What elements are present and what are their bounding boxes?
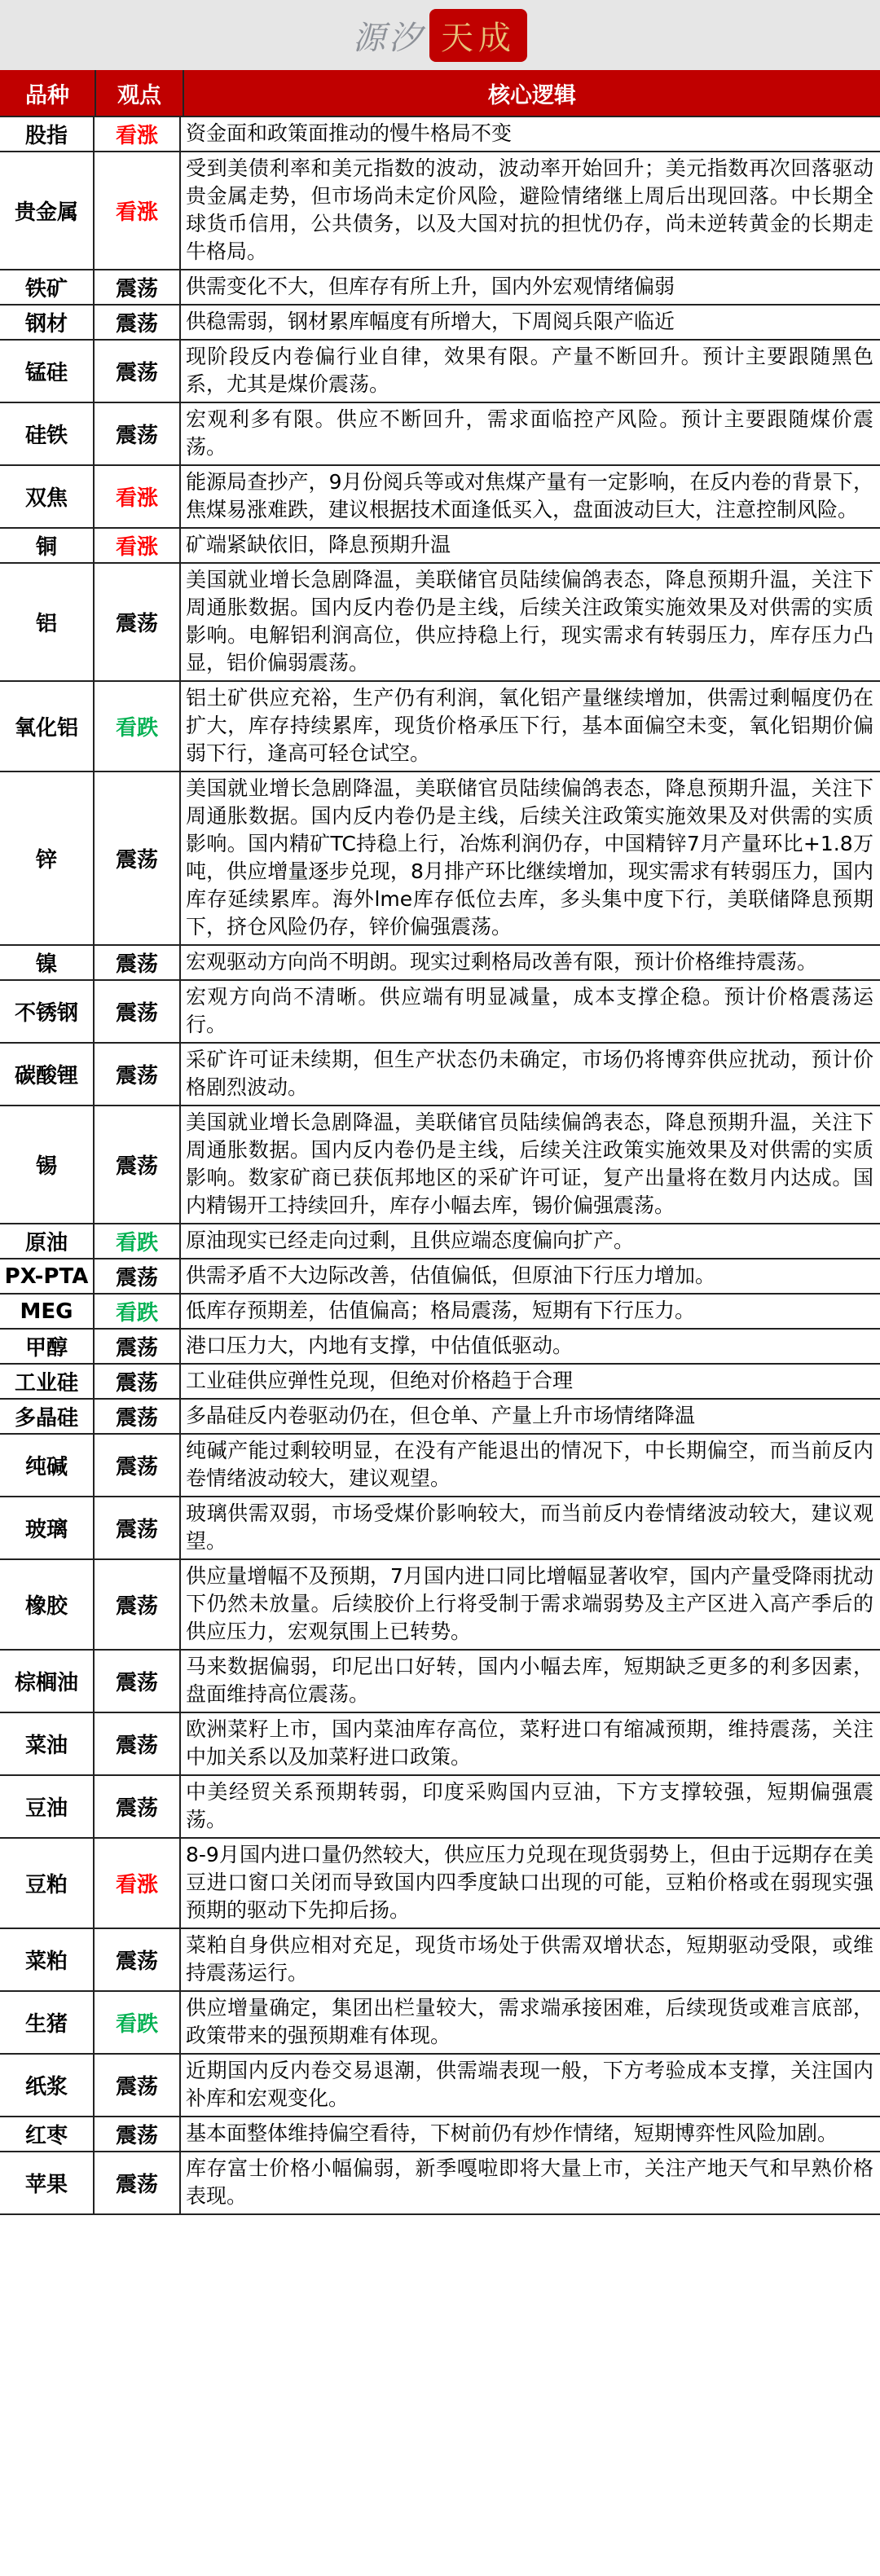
core-logic-text: 美国就业增长急剧降温，美联储官员陆续偏鸽表态，降息预期升温，关注下周通胀数据。国内反内卷仍是主线，后续关注政策实施效果及对供需的实质影响。电解铝利润高位，供应持稳上行，现实需求有转弱压力，库存压力凸显，铝价偏弱震荡。 — [186, 568, 873, 675]
table-row — [0, 270, 880, 306]
header-view: 观点 — [96, 70, 184, 116]
view-badge: 看涨 — [95, 1839, 181, 1928]
table-row — [0, 981, 880, 1044]
core-logic-text: 矿端紧缺依旧，降息预期升温 — [186, 533, 451, 556]
table-row — [0, 1497, 880, 1560]
core-logic-text: 低库存预期差，估值偏高；格局震荡，短期有下行压力。 — [186, 1299, 696, 1322]
table-body — [0, 117, 880, 2215]
core-logic-text: 供需变化不大，但库存有所上升，国内外宏观情绪偏弱 — [186, 275, 675, 298]
variety-name: 豆油 — [0, 1776, 95, 1837]
variety-name: 红枣 — [0, 2117, 95, 2151]
variety-name: 镍 — [0, 946, 95, 979]
view-badge: 看涨 — [95, 529, 181, 562]
core-logic-text: 工业硅供应弹性兑现，但绝对价格趋于合理 — [186, 1369, 574, 1392]
variety-name: 甲醇 — [0, 1330, 95, 1363]
core-logic-text: 港口压力大，内地有支撑，中估值低驱动。 — [186, 1334, 574, 1357]
view-badge: 震荡 — [95, 564, 181, 680]
view-badge: 震荡 — [95, 946, 181, 979]
variety-name: MEG — [0, 1295, 95, 1328]
table-row — [0, 403, 880, 466]
variety-name: 棕榈油 — [0, 1651, 95, 1712]
brand-logo — [353, 10, 527, 60]
view-badge: 震荡 — [95, 2055, 181, 2116]
table-row — [0, 772, 880, 946]
core-logic-text: 采矿许可证未续期，但生产状态仍未确定，市场仍将博弈供应扰动，预计价格剧烈波动。 — [186, 1048, 873, 1099]
core-logic-text: 玻璃供需双弱，市场受煤价影响较大，而当前反内卷情绪波动较大，建议观望。 — [186, 1501, 873, 1553]
view-badge: 震荡 — [95, 1330, 181, 1363]
view-badge: 震荡 — [95, 1400, 181, 1433]
table-row — [0, 529, 880, 564]
variety-name: 碳酸锂 — [0, 1044, 95, 1105]
view-badge: 震荡 — [95, 1713, 181, 1774]
variety-name: 多晶硅 — [0, 1400, 95, 1433]
core-logic-text: 基本面整体维持偏空看待，下树前仍有炒作情绪，短期博弈性风险加剧。 — [186, 2121, 838, 2145]
variety-name: 豆粕 — [0, 1839, 95, 1928]
view-badge: 震荡 — [95, 1497, 181, 1558]
view-badge: 看跌 — [95, 1992, 181, 2053]
view-badge: 震荡 — [95, 981, 181, 1042]
view-badge: 震荡 — [95, 341, 181, 402]
view-badge: 震荡 — [95, 772, 181, 944]
variety-name: 菜粕 — [0, 1929, 95, 1990]
table-row — [0, 2152, 880, 2215]
view-badge: 震荡 — [95, 306, 181, 339]
view-badge: 看跌 — [95, 682, 181, 771]
view-badge: 看跌 — [95, 1224, 181, 1258]
table-row — [0, 1295, 880, 1330]
core-logic-text: 现阶段反内卷偏行业自律，效果有限。产量不断回升。预计主要跟随黑色系，尤其是煤价震荡。 — [186, 345, 873, 396]
variety-name: 不锈钢 — [0, 981, 95, 1042]
core-logic-text: 近期国内反内卷交易退潮，供需端表现一般，下方考验成本支撑，关注国内补库和宏观变化。 — [186, 2059, 873, 2110]
variety-name: 锰硅 — [0, 341, 95, 402]
core-logic-text: 美国就业增长急剧降温，美联储官员陆续偏鸽表态，降息预期升温，关注下周通胀数据。国内反内卷仍是主线，后续关注政策实施效果及对供需的实质影响。数家矿商已获佤邦地区的采矿许可证，复产出量将在数月内达成。国内精锡开工持续回升，库存小幅去库，锡价偏强震荡。 — [186, 1110, 873, 1217]
table-row — [0, 1259, 880, 1295]
core-logic-text: 美国就业增长急剧降温，美联储官员陆续偏鸽表态，降息预期升温，关注下周通胀数据。国内反内卷仍是主线，后续关注政策实施效果及对供需的实质影响。国内精矿TC持稳上行，冶炼利润仍存，中国精锌7月产量环比+1.8万吨，供应增量逐步兑现，8月排产环比继续增加，现实需求有转弱压力，国内库存延续累库。海外lme库存低位去库，多头集中度下行，美联储降息预期下，挤仓风险仍存，锌价偏强震荡。 — [186, 776, 873, 939]
variety-name: 股指 — [0, 117, 95, 151]
brand-banner — [0, 0, 880, 70]
view-badge: 震荡 — [95, 1560, 181, 1649]
table-row — [0, 117, 880, 152]
table-row — [0, 2055, 880, 2117]
table-row — [0, 152, 880, 270]
table-row — [0, 1839, 880, 1929]
table-row — [0, 946, 880, 981]
variety-name: 纸浆 — [0, 2055, 95, 2116]
table-row — [0, 1651, 880, 1713]
core-logic-text: 多晶硅反内卷驱动仍在，但仓单、产量上升市场情绪降温 — [186, 1404, 696, 1427]
core-logic-text: 供应增量确定，集团出栏量较大，需求端承接困难，后续现货或难言底部，政策带来的强预期难有体现。 — [186, 1996, 873, 2047]
variety-name: 生猪 — [0, 1992, 95, 2053]
table-row — [0, 1435, 880, 1497]
variety-name: 氧化铝 — [0, 682, 95, 771]
header-logic: 核心逻辑 — [488, 82, 576, 108]
core-logic-text: 供需矛盾不大边际改善，估值偏低，但原油下行压力增加。 — [186, 1264, 716, 1287]
table-row — [0, 1929, 880, 1992]
core-logic-text: 宏观驱动方向尚不明朗。现实过剩格局改善有限，预计价格维持震荡。 — [186, 950, 818, 974]
view-badge: 看涨 — [95, 117, 181, 151]
core-logic-text: 能源局查抄产，9月份阅兵等或对焦煤产量有一定影响，在反内卷的背景下，焦煤易涨难跌，建议根据技术面逢低买入，盘面波动巨大，注意控制风险。 — [186, 470, 873, 521]
variety-name: 工业硅 — [0, 1365, 95, 1398]
variety-name: 铁矿 — [0, 270, 95, 304]
variety-name: 原油 — [0, 1224, 95, 1258]
view-badge: 震荡 — [95, 1776, 181, 1837]
variety-name: 锌 — [0, 772, 95, 944]
core-logic-text: 马来数据偏弱，印尼出口好转，国内小幅去库，短期缺乏更多的利多因素，盘面维持高位震荡。 — [186, 1655, 873, 1706]
view-badge: 震荡 — [95, 270, 181, 304]
core-logic-text: 供稳需弱，钢材累库幅度有所增大，下周阅兵限产临近 — [186, 310, 675, 333]
table-row — [0, 2117, 880, 2152]
table-row — [0, 306, 880, 341]
core-logic-text: 中美经贸关系预期转弱，印度采购国内豆油，下方支撑较强，短期偏强震荡。 — [186, 1780, 873, 1831]
view-badge: 震荡 — [95, 2117, 181, 2151]
core-logic-text: 铝土矿供应充裕，生产仍有利润，氧化铝产量继续增加，供需过剩幅度仍在扩大，库存持续累库，现货价格承压下行，基本面偏空未变，氧化铝期价偏弱下行，逢高可轻仓试空。 — [186, 686, 873, 765]
header-variety: 品种 — [0, 70, 96, 116]
table-row — [0, 682, 880, 772]
core-logic-text: 受到美债利率和美元指数的波动，波动率开始回升；美元指数再次回落驱动贵金属走势，但市场尚未定价风险，避险情绪继上周后出现回落。中长期全球货币信用，公共债务，以及大国对抗的担忧仍存，尚未逆转黄金的长期走牛格局。 — [186, 156, 873, 263]
variety-name: 菜油 — [0, 1713, 95, 1774]
table-row — [0, 1224, 880, 1259]
view-badge: 震荡 — [95, 1651, 181, 1712]
core-logic-text: 8-9月国内进口量仍然较大，供应压力兑现在现货弱势上，但由于远期存在美豆进口窗口关闭而导致国内四季度缺口出现的可能，豆粕价格或在弱现实强预期的驱动下先抑后扬。 — [186, 1843, 873, 1922]
variety-name: 铜 — [0, 529, 95, 562]
core-logic-text: 菜粕自身供应相对充足，现货市场处于供需双增状态，短期驱动受限，或维持震荡运行。 — [186, 1933, 873, 1985]
core-logic-text: 宏观方向尚不清晰。供应端有明显减量，成本支撑企稳。预计价格震荡运行。 — [186, 985, 873, 1036]
variety-name: 贵金属 — [0, 152, 95, 269]
variety-name: PX-PTA — [0, 1259, 95, 1293]
table-row — [0, 1365, 880, 1400]
table-row — [0, 341, 880, 403]
core-logic-text: 宏观利多有限。供应不断回升，需求面临控产风险。预计主要跟随煤价震荡。 — [186, 407, 873, 459]
view-badge: 看涨 — [95, 152, 181, 269]
view-badge: 震荡 — [95, 403, 181, 464]
view-badge: 震荡 — [95, 1259, 181, 1293]
variety-name: 玻璃 — [0, 1497, 95, 1558]
table-row — [0, 1330, 880, 1365]
table-row — [0, 1776, 880, 1839]
core-logic-text: 原油现实已经走向过剩，且供应端态度偏向扩产。 — [186, 1229, 635, 1252]
variety-name: 橡胶 — [0, 1560, 95, 1649]
table-row — [0, 1044, 880, 1106]
brand-logo-part1: 源汐 — [353, 19, 425, 57]
core-logic-text: 库存富士价格小幅偏弱，新季嘎啦即将大量上市，关注产地天气和早熟价格表现。 — [186, 2156, 873, 2208]
table-row — [0, 1400, 880, 1435]
table-row — [0, 466, 880, 529]
variety-name: 纯碱 — [0, 1435, 95, 1496]
table-row — [0, 1106, 880, 1224]
table-row — [0, 1992, 880, 2055]
view-badge: 震荡 — [95, 1365, 181, 1398]
view-badge: 震荡 — [95, 2152, 181, 2213]
variety-name: 锡 — [0, 1106, 95, 1223]
table-header — [0, 70, 880, 117]
variety-name: 硅铁 — [0, 403, 95, 464]
variety-name: 铝 — [0, 564, 95, 680]
core-logic-text: 欧洲菜籽上市，国内菜油库存高位，菜籽进口有缩减预期，维持震荡，关注中加关系以及加菜籽进口政策。 — [186, 1717, 873, 1769]
view-badge: 看跌 — [95, 1295, 181, 1328]
table-row — [0, 564, 880, 682]
core-logic-text: 资金面和政策面推动的慢牛格局不变 — [186, 121, 513, 145]
variety-name: 钢材 — [0, 306, 95, 339]
core-logic-text: 纯碱产能过剩较明显，在没有产能退出的情况下，中长期偏空，而当前反内卷情绪波动较大，建议观望。 — [186, 1439, 873, 1490]
brand-logo-part2: 天成 — [429, 9, 527, 62]
view-badge: 震荡 — [95, 1106, 181, 1223]
view-badge: 震荡 — [95, 1044, 181, 1105]
variety-name: 双焦 — [0, 466, 95, 527]
view-badge: 震荡 — [95, 1435, 181, 1496]
table-row — [0, 1560, 880, 1651]
view-badge: 震荡 — [95, 1929, 181, 1990]
core-logic-text: 供应量增幅不及预期，7月国内进口同比增幅显著收窄，国内产量受降雨扰动下仍然未放量。后续胶价上行将受制于需求端弱势及主产区进入高产季后的供应压力，宏观氛围上已转势。 — [186, 1564, 873, 1643]
table-row — [0, 1713, 880, 1776]
variety-name: 苹果 — [0, 2152, 95, 2213]
view-badge: 看涨 — [95, 466, 181, 527]
